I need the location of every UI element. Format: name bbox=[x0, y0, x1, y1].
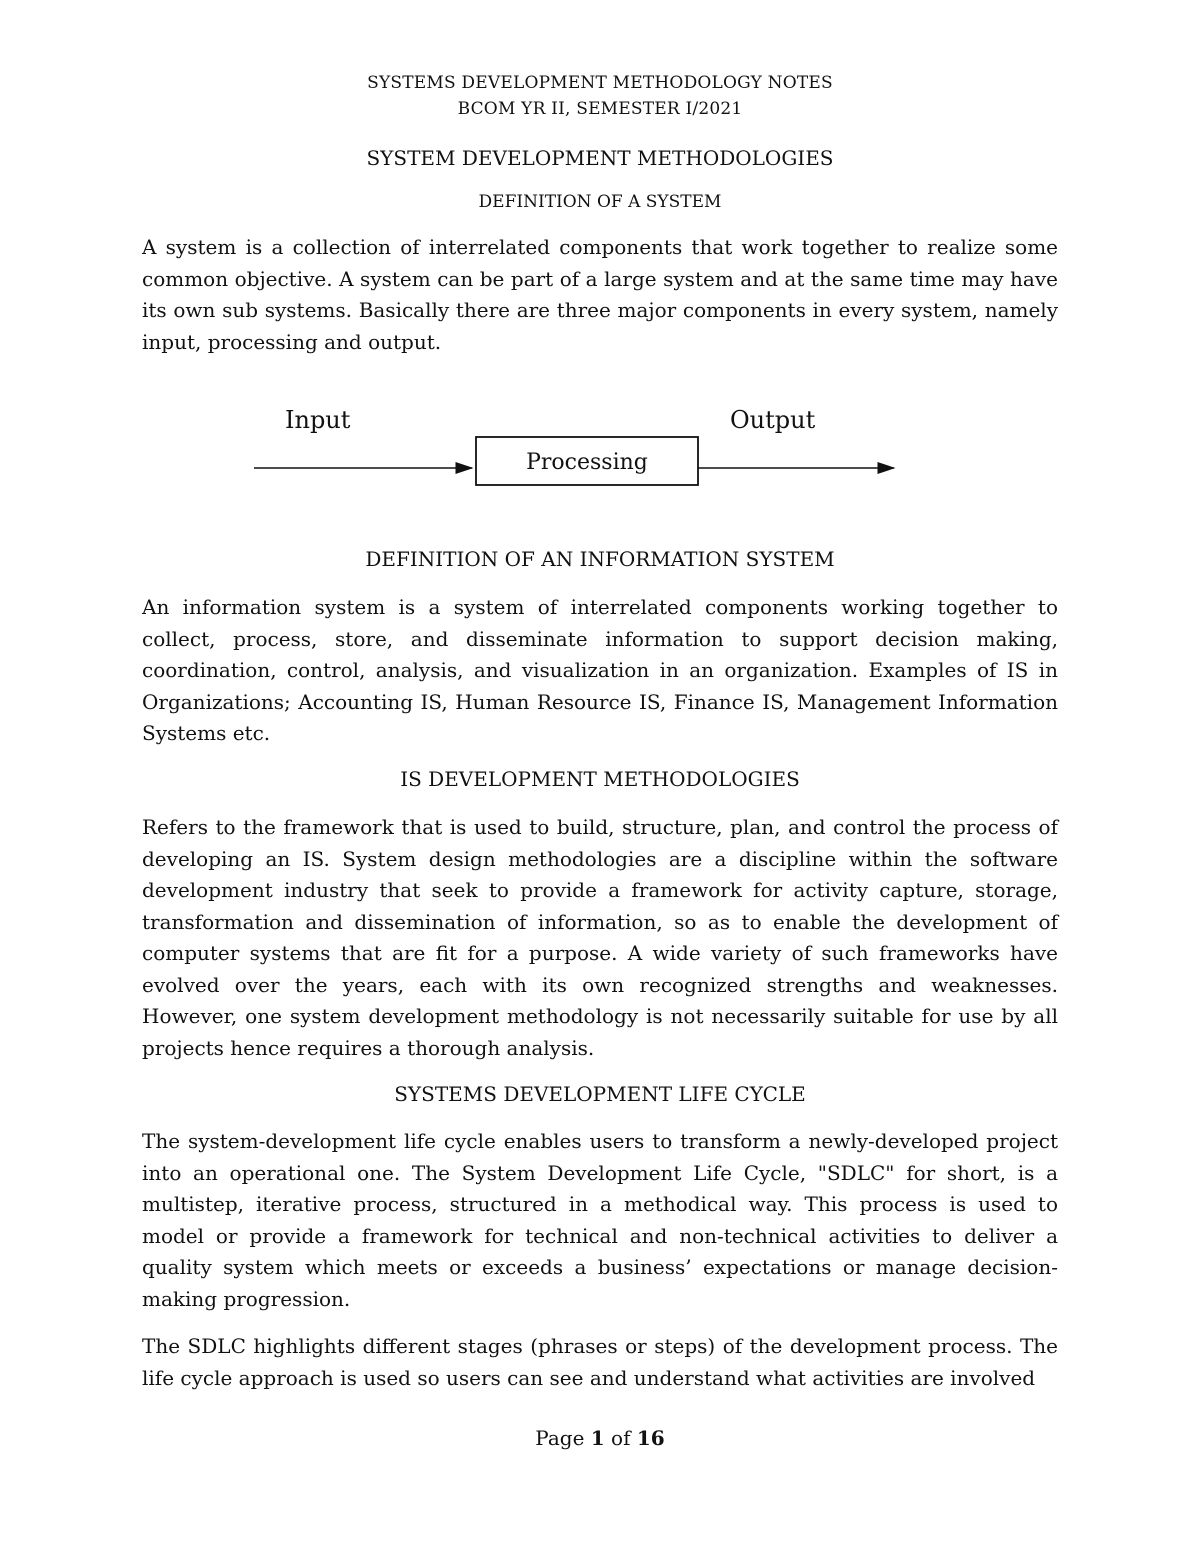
diagram-output-label: Output bbox=[730, 406, 816, 434]
page-title: SYSTEM DEVELOPMENT METHODOLOGIES bbox=[366, 146, 834, 170]
diagram-processing-label: Processing bbox=[526, 450, 648, 475]
heading-definition-of-system: DEFINITION OF A SYSTEM bbox=[478, 192, 722, 212]
paragraph-information-system-definition: An information system is a system of interrelated components working together to collect, process, store, and disseminate information to support decision making, coordination, control, analysis, and visualization in an organization. Examples of IS in Organizations; Accounting IS, Human Resource IS, Finance IS, Management Information Systems etc. bbox=[142, 595, 1058, 745]
document-header bbox=[0, 70, 1200, 122]
diagram-input-label: Input bbox=[285, 406, 351, 434]
footer-total-pages: 16 bbox=[636, 1426, 665, 1450]
paragraph-sdlc-intro: The system-development life cycle enables users to transform a newly-developed project into an operational one. The System Development Life Cycle, "SDLC" for short, is a multistep, iterative process, structured in a methodical way. This process is used to model or provide a framework for technical and non-technical activities to deliver a quality system which meets or exceeds a business’ expectations or manage decision-making progression. bbox=[142, 1129, 1058, 1311]
footer-page-word: Page bbox=[535, 1426, 585, 1450]
input-processing-output-diagram bbox=[240, 398, 920, 498]
heading-is-development-methodologies: IS DEVELOPMENT METHODOLOGIES bbox=[400, 767, 800, 791]
paragraph-system-definition: A system is a collection of interrelated components that work together to realize some common objective. A system can be part of a large system and at the same time may have its own sub systems. Basically there are three major components in every system, namely input, processing and output. bbox=[142, 235, 1058, 354]
heading-systems-development-life-cycle: SYSTEMS DEVELOPMENT LIFE CYCLE bbox=[394, 1082, 806, 1106]
paragraph-is-development-methodologies: Refers to the framework that is used to build, structure, plan, and control the process of developing an IS. System design methodologies are a discipline within the software development industry that seek to provide a framework for activity capture, storage, transformation and dissemination of information, so as to enable the development of computer systems that are fit for a purpose. A wide variety of such frameworks have evolved over the years, each with its own recognized strengths and weaknesses. However, one system development methodology is not necessarily suitable for use by all projects hence requires a thorough analysis. bbox=[142, 815, 1058, 1060]
heading-definition-of-information-system: DEFINITION OF AN INFORMATION SYSTEM bbox=[365, 547, 835, 571]
page-footer bbox=[0, 1426, 1200, 1450]
footer-of-word: of bbox=[611, 1426, 631, 1450]
header-course-title: SYSTEMS DEVELOPMENT METHODOLOGY NOTES bbox=[367, 73, 833, 93]
header-semester: BCOM YR II, SEMESTER I/2021 bbox=[457, 99, 743, 119]
paragraph-sdlc-stages: The SDLC highlights different stages (phrases or steps) of the development process. The life cycle approach is used so users can see and understand what activities are involved bbox=[142, 1334, 1058, 1390]
footer-page-number: 1 bbox=[590, 1426, 605, 1450]
